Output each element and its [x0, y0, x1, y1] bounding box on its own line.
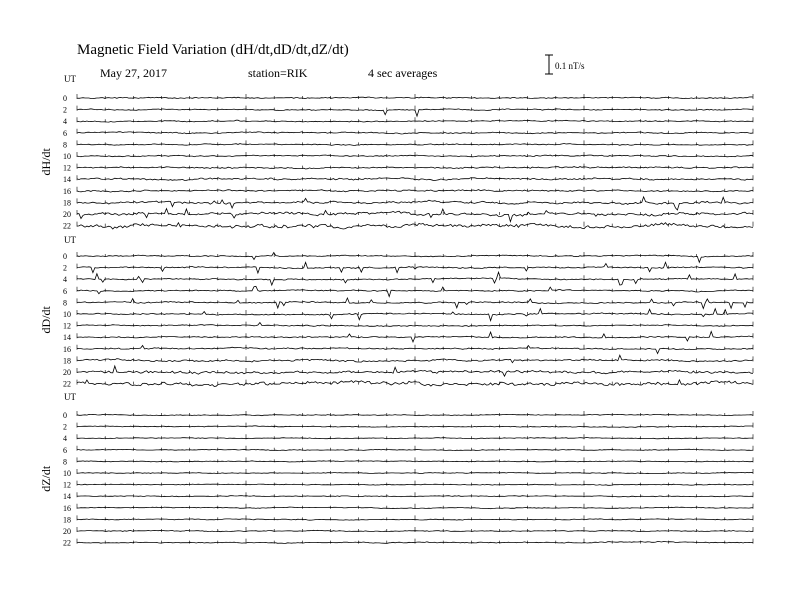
trace-line [77, 109, 753, 116]
hour-tick-label: 6 [63, 128, 67, 138]
scale-bar-label: 0.1 nT/s [555, 61, 585, 71]
hour-tick-label: 22 [63, 221, 71, 231]
component-label: dZ/dt [39, 465, 53, 492]
hour-tick-label: 18 [63, 198, 71, 208]
scale-bar [545, 55, 553, 74]
hour-tick-label: 20 [63, 210, 71, 219]
ut-axis-label: UT [64, 235, 76, 245]
chart-averaging: 4 sec averages [368, 66, 438, 80]
ut-axis-label: UT [64, 392, 76, 402]
hour-tick-label: 16 [63, 503, 71, 513]
time-ticks [77, 287, 753, 292]
trace-line [77, 332, 753, 342]
hour-tick-label: 14 [63, 333, 71, 343]
hour-tick-label: 22 [63, 379, 71, 389]
ut-axis-label: UT [64, 74, 76, 84]
hour-tick-label: 4 [63, 434, 67, 444]
hour-tick-label: 12 [63, 480, 71, 490]
hour-tick-label: 10 [63, 152, 71, 161]
hour-tick-label: 8 [63, 457, 67, 467]
hour-tick-label: 10 [63, 469, 71, 478]
hour-tick-label: 16 [63, 186, 71, 196]
hour-tick-label: 8 [63, 298, 67, 308]
hour-tick-label: 0 [63, 252, 67, 261]
hour-tick-label: 4 [63, 275, 67, 285]
hour-tick-label: 20 [63, 368, 71, 377]
component-label: dD/dt [39, 306, 53, 334]
hour-tick-label: 16 [63, 344, 71, 354]
hour-tick-label: 20 [63, 527, 71, 536]
hour-tick-label: 14 [63, 492, 71, 502]
hour-tick-label: 6 [63, 445, 67, 455]
hour-tick-label: 18 [63, 356, 71, 366]
hour-tick-label: 2 [63, 263, 67, 273]
hour-tick-label: 22 [63, 538, 71, 548]
hour-tick-label: 6 [63, 286, 67, 296]
hour-tick-label: 18 [63, 515, 71, 525]
chart-station: station=RIK [248, 66, 308, 80]
component-label: dH/dt [39, 148, 53, 176]
hour-tick-label: 8 [63, 140, 67, 150]
hour-tick-label: 10 [63, 310, 71, 319]
hour-tick-label: 0 [63, 411, 67, 420]
hour-tick-label: 4 [63, 117, 67, 127]
panel-dhdt [39, 74, 753, 231]
hour-tick-label: 2 [63, 105, 67, 115]
hour-tick-label: 0 [63, 94, 67, 103]
time-ticks [77, 356, 753, 361]
panel-dzdt [39, 392, 753, 548]
hour-tick-label: 12 [63, 321, 71, 331]
hour-tick-label: 12 [63, 163, 71, 173]
panel-dddt [39, 235, 753, 389]
hour-tick-label: 14 [63, 175, 71, 185]
hour-tick-label: 2 [63, 422, 67, 432]
chart-title: Magnetic Field Variation (dH/dt,dD/dt,dZ/dt) [77, 42, 349, 58]
chart-date: May 27, 2017 [100, 66, 167, 80]
